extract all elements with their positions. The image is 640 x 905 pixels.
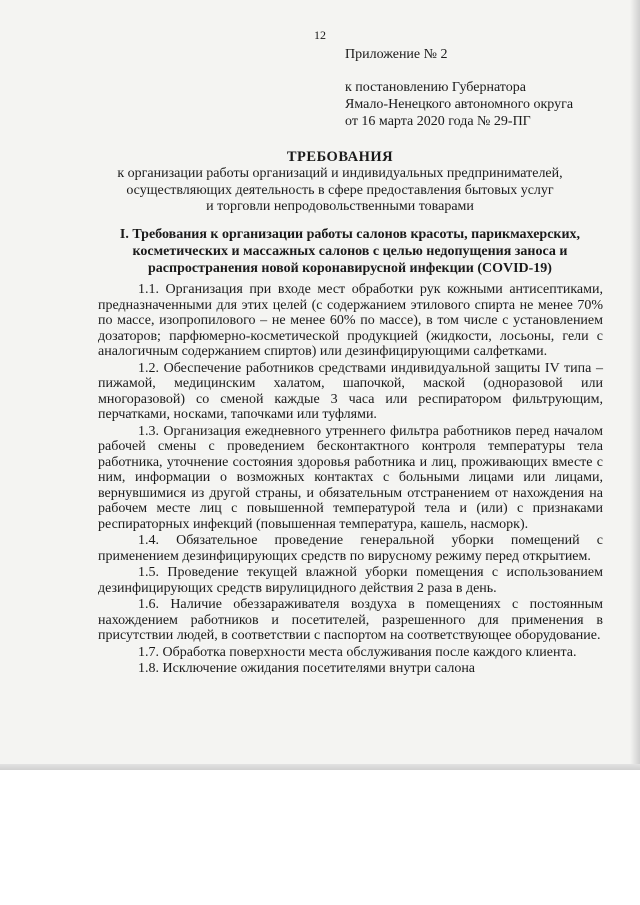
page-edge-shadow bbox=[630, 0, 640, 770]
document-body bbox=[98, 282, 603, 678]
paragraph: 1.2. Обеспечение работников средствами индивидуальной защиты IV типа – пижамой, медицинским халатом, шапочкой, маской (одноразовой или многоразовой) со сменой каждые 3 часа или респиратором фильтрующим, перчатками, носками, тапочками или туфлями. bbox=[98, 360, 603, 422]
paragraph: 1.5. Проведение текущей влажной уборки помещения с использованием дезинфицирующих средств вирулицидного действия 2 раза в день. bbox=[98, 565, 603, 596]
document-subtitle bbox=[90, 166, 590, 216]
section-heading-line: распространения новой коронавирусной инфекции (COVID-19) bbox=[148, 261, 552, 276]
appendix-label: Приложение № 2 bbox=[345, 47, 448, 62]
paragraph: 1.8. Исключение ожидания посетителями внутри салона bbox=[138, 661, 476, 676]
section-heading-line: косметических и массажных салонов с целью недопущения заноса и bbox=[132, 244, 568, 259]
page-bottom-edge bbox=[0, 764, 640, 770]
appendix-date: от 16 марта 2020 года № 29-ПГ bbox=[345, 114, 531, 129]
paragraph: 1.3. Организация ежедневного утреннего фильтра работников перед началом рабочей смены с проведением бесконтактного контроля температуры тела работника, уточнение состояния здоровья работника и лиц, проживающих вместе с ним, информации о возможных контактах с больными лицами или лицами, вернувшимися из другой страны, и обязательным отстранением от нахождения на рабочем месте лиц с повышенной температурой тела и (или) с признаками респираторных инфекций (повышенная температура, кашель, насморк). bbox=[98, 423, 603, 532]
appendix-block bbox=[345, 46, 615, 130]
paragraph: 1.1. Организация при входе мест обработки рук кожными антисептиками, предназначенными для этих целей (с содержанием этилового спирта не менее 70% по массе, изопропилового – не менее 60% по массе), в том числе с установлением дозаторов; парфюмерно-косметической продукцией (жидкости, лосьоны, гели с аналогичным содержанием спиртов) или дезинфицирующими салфетками. bbox=[98, 282, 603, 359]
subtitle-line: и торговли непродовольственными товарами bbox=[206, 199, 474, 214]
section-heading bbox=[95, 226, 605, 277]
page-number: 12 bbox=[314, 28, 326, 42]
subtitle-line: осуществляющих деятельность в сфере предоставления бытовых услуг bbox=[126, 182, 554, 198]
document-title: ТРЕБОВАНИЯ bbox=[286, 149, 394, 165]
paragraph: 1.6. Наличие обеззараживателя воздуха в помещениях с постоянным нахождением работников и посетителей, разрешенного для применения в присутствии людей, в соответствии с паспортом на соответствующее оборудование. bbox=[98, 597, 603, 643]
section-heading-line: I. Требования к организации работы салонов красоты, парикмахерских, bbox=[119, 227, 581, 242]
appendix-reference: к постановлению Губернатора bbox=[345, 80, 526, 95]
appendix-region: Ямало-Ненецкого автономного округа bbox=[345, 97, 574, 112]
paragraph: 1.4. Обязательное проведение генеральной уборки помещений с применением дезинфицирующих средств по вирусному режиму перед открытием. bbox=[98, 533, 603, 564]
paragraph: 1.7. Обработка поверхности места обслуживания после каждого клиента. bbox=[138, 644, 577, 660]
subtitle-line: к организации работы организаций и индивидуальных предпринимателей, bbox=[117, 166, 563, 181]
